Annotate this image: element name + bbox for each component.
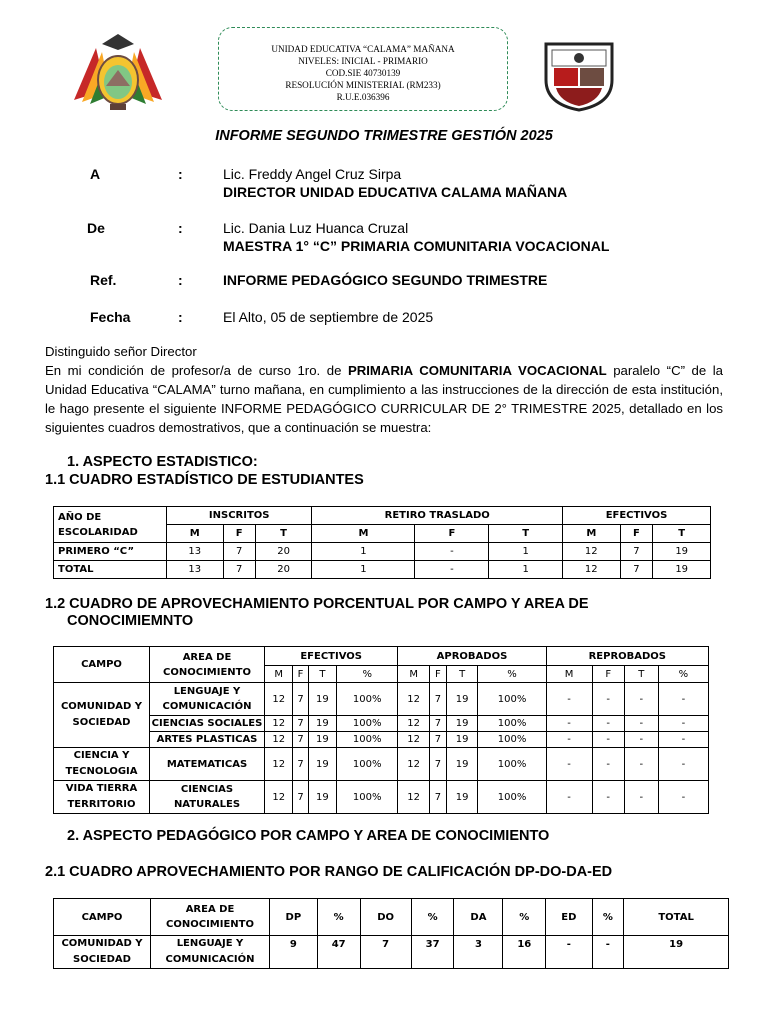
area-name: MATEMATICAS xyxy=(150,748,265,781)
intro-text-rest: paralelo “C” de la Unidad Educativa “CALAMA” turno mañana, en cumplimiento a las instrucciones de la dirección de esta institución, le hago presente el siguiente INFORME PEDAGÓGICO CURRICULAR DE 2° TRIMESTRE 2025, detallado en los siguientes cuadros demostrativos, que a continuación se muestra: xyxy=(45,363,723,435)
field-name: COMUNIDAD Y SOCIEDAD xyxy=(54,683,150,748)
th-school-year: AÑO DE ESCOLARIDAD xyxy=(54,507,167,543)
th-total: TOTAL xyxy=(624,899,729,936)
th-sub: F xyxy=(429,666,446,683)
cell: - xyxy=(624,683,658,716)
th-sub: T xyxy=(446,666,478,683)
cell: 100% xyxy=(478,683,546,716)
cell: 12 xyxy=(398,748,430,781)
th-da: DA xyxy=(454,899,503,936)
th-sub: % xyxy=(658,666,708,683)
cell: 19 xyxy=(308,781,336,814)
area-name: CIENCIAS SOCIALES xyxy=(150,716,265,732)
cell: 19 xyxy=(624,936,729,969)
intro-text: En mi condición de profesor/a de curso 1ro. de xyxy=(45,363,348,378)
cell: 100% xyxy=(337,683,398,716)
th-ed: ED xyxy=(546,899,592,936)
area-name: LENGUAJE Y COMUNICACIÓN xyxy=(151,936,270,969)
section-1-2-heading: 1.2 CUADRO DE APROVECHAMIENTO PORCENTUAL POR CAMPO Y AREA DE xyxy=(45,596,589,612)
field-name: CIENCIA Y TECNOLOGIA xyxy=(54,748,150,781)
table-row xyxy=(54,936,729,969)
table-row xyxy=(54,748,709,781)
cell: 7 xyxy=(429,732,446,748)
cell: - xyxy=(592,748,624,781)
cell: 19 xyxy=(653,561,711,579)
cell: 1 xyxy=(489,543,563,561)
section-1-2-heading-cont: CONOCIMIEMNTO xyxy=(67,613,194,629)
cell: 19 xyxy=(446,716,478,732)
th-sub: T xyxy=(653,525,711,543)
table-row xyxy=(54,716,709,732)
area-name: LENGUAJE Y COMUNICACIÓN xyxy=(150,683,265,716)
th-effective: EFECTIVOS xyxy=(265,647,398,666)
cell: 7 xyxy=(620,561,653,579)
cell: 7 xyxy=(293,781,308,814)
th-sub: F xyxy=(415,525,489,543)
cell: - xyxy=(658,748,708,781)
area-name: CIENCIAS NATURALES xyxy=(150,781,265,814)
memo-from-label: De xyxy=(87,220,105,236)
cell: - xyxy=(624,716,658,732)
th-approved: APROBADOS xyxy=(398,647,546,666)
cell: - xyxy=(592,732,624,748)
cell: - xyxy=(624,732,658,748)
cell: 100% xyxy=(337,781,398,814)
memo-date-value: El Alto, 05 de septiembre de 2025 xyxy=(223,309,434,325)
intro-bold: PRIMARIA COMUNITARIA VOCACIONAL xyxy=(347,363,607,378)
header-line: R.U.E.036396 xyxy=(336,92,390,102)
memo-colon: : xyxy=(178,272,183,288)
cell: 19 xyxy=(308,732,336,748)
cell: 100% xyxy=(478,716,546,732)
th-sub: F xyxy=(592,666,624,683)
th-withdrawn: RETIRO TRASLADO xyxy=(312,507,563,525)
cell: 7 xyxy=(429,683,446,716)
table-row xyxy=(54,683,709,716)
students-stats-table xyxy=(53,506,711,579)
table-row xyxy=(54,732,709,748)
cell: 19 xyxy=(446,683,478,716)
field-name: COMUNIDAD Y SOCIEDAD xyxy=(54,936,151,969)
cell: 7 xyxy=(429,781,446,814)
school-crest-icon xyxy=(540,36,618,112)
cell: 7 xyxy=(223,561,255,579)
cell: 12 xyxy=(265,683,293,716)
header-line: RESOLUCIÓN MINISTERIAL (RM233) xyxy=(285,80,441,90)
cell: 20 xyxy=(255,543,312,561)
cell: 100% xyxy=(478,781,546,814)
memo-colon: : xyxy=(178,220,183,236)
cell: - xyxy=(658,716,708,732)
th-sub: M xyxy=(312,525,415,543)
cell: 19 xyxy=(308,748,336,781)
cell: 19 xyxy=(308,683,336,716)
cell: 7 xyxy=(293,732,308,748)
th-failed: REPROBADOS xyxy=(546,647,708,666)
memo-colon: : xyxy=(178,309,183,325)
cell: - xyxy=(592,716,624,732)
memo-date-label: Fecha xyxy=(90,309,131,325)
cell: 12 xyxy=(265,748,293,781)
cell: 19 xyxy=(446,732,478,748)
th-sub: M xyxy=(265,666,293,683)
th-dp: DP xyxy=(270,899,318,936)
memo-from-value xyxy=(223,219,609,255)
th-field: CAMPO xyxy=(54,647,150,683)
row-label: PRIMERO “C” xyxy=(54,543,167,561)
cell: 7 xyxy=(620,543,653,561)
cell: 13 xyxy=(167,543,224,561)
th-area: AREA DE CONOCIMIENTO xyxy=(151,899,270,936)
intro-paragraph xyxy=(45,361,723,437)
memo-to-value xyxy=(223,165,567,201)
th-sub: M xyxy=(398,666,430,683)
cell: 19 xyxy=(446,781,478,814)
cell: - xyxy=(546,732,592,748)
memo-ref-value: INFORME PEDAGÓGICO SEGUNDO TRIMESTRE xyxy=(223,272,548,288)
cell: 7 xyxy=(293,748,308,781)
cell: - xyxy=(658,683,708,716)
achievement-percent-table xyxy=(53,646,709,814)
cell: - xyxy=(546,716,592,732)
row-label: TOTAL xyxy=(54,561,167,579)
cell: 12 xyxy=(398,683,430,716)
table-row xyxy=(54,781,709,814)
cell: 12 xyxy=(265,716,293,732)
th-sub: T xyxy=(489,525,563,543)
cell: 7 xyxy=(429,748,446,781)
cell: 12 xyxy=(563,561,621,579)
th-field: CAMPO xyxy=(54,899,151,936)
memo-from-name: Lic. Dania Luz Huanca Cruzal xyxy=(223,220,409,236)
cell: 16 xyxy=(503,936,546,969)
cell: - xyxy=(546,748,592,781)
cell: - xyxy=(415,543,489,561)
cell: 12 xyxy=(265,781,293,814)
cell: - xyxy=(624,781,658,814)
section-1-heading: 1. ASPECTO ESTADISTICO: xyxy=(67,454,258,470)
cell: 12 xyxy=(398,732,430,748)
bolivia-coat-of-arms-icon xyxy=(66,30,170,114)
cell: 12 xyxy=(563,543,621,561)
cell: 100% xyxy=(337,748,398,781)
memo-to-label: A xyxy=(90,166,101,182)
th-pct: % xyxy=(503,899,546,936)
th-pct: % xyxy=(411,899,454,936)
cell: 12 xyxy=(398,716,430,732)
th-enrolled: INSCRITOS xyxy=(167,507,312,525)
section-2-1-heading: 2.1 CUADRO APROVECHAMIENTO POR RANGO DE CALIFICACIÓN DP-DO-DA-ED xyxy=(45,864,613,880)
school-header-box xyxy=(218,27,508,111)
cell: 7 xyxy=(360,936,411,969)
th-do: DO xyxy=(360,899,411,936)
th-sub: T xyxy=(308,666,336,683)
cell: - xyxy=(592,781,624,814)
cell: 19 xyxy=(653,543,711,561)
cell: 7 xyxy=(293,716,308,732)
memo-ref-label: Ref. xyxy=(90,272,117,288)
cell: 1 xyxy=(312,561,415,579)
th-sub: F xyxy=(620,525,653,543)
cell: - xyxy=(546,936,592,969)
cell: 7 xyxy=(429,716,446,732)
cell: 20 xyxy=(255,561,312,579)
th-sub: T xyxy=(255,525,312,543)
th-sub: % xyxy=(337,666,398,683)
grade-range-table xyxy=(53,898,729,969)
memo-to-role: DIRECTOR UNIDAD EDUCATIVA CALAMA MAÑANA xyxy=(223,184,568,200)
th-sub: M xyxy=(563,525,621,543)
cell: 7 xyxy=(293,683,308,716)
header-line: COD.SIE 40730139 xyxy=(325,68,401,78)
th-pct: % xyxy=(317,899,360,936)
memo-colon: : xyxy=(178,166,183,182)
memo-to-name: Lic. Freddy Angel Cruz Sirpa xyxy=(223,166,402,182)
cell: 100% xyxy=(478,732,546,748)
th-area: AREA DE CONOCIMIENTO xyxy=(150,647,265,683)
section-1-1-heading: 1.1 CUADRO ESTADÍSTICO DE ESTUDIANTES xyxy=(45,472,364,488)
cell: 1 xyxy=(489,561,563,579)
cell: - xyxy=(546,781,592,814)
cell: - xyxy=(546,683,592,716)
cell: 47 xyxy=(317,936,360,969)
th-sub: F xyxy=(293,666,308,683)
table-row xyxy=(54,561,711,579)
cell: 9 xyxy=(270,936,318,969)
cell: 3 xyxy=(454,936,503,969)
cell: 1 xyxy=(312,543,415,561)
area-name: ARTES PLASTICAS xyxy=(150,732,265,748)
th-sub: M xyxy=(546,666,592,683)
th-pct: % xyxy=(592,899,624,936)
cell: - xyxy=(415,561,489,579)
cell: 12 xyxy=(398,781,430,814)
cell: 13 xyxy=(167,561,224,579)
th-sub: T xyxy=(624,666,658,683)
memo-from-role: MAESTRA 1° “C” PRIMARIA COMUNITARIA VOCACIONAL xyxy=(223,238,610,254)
table-row xyxy=(54,543,711,561)
cell: 19 xyxy=(308,716,336,732)
cell: - xyxy=(624,748,658,781)
cell: - xyxy=(592,683,624,716)
header-line: NIVELES: INICIAL - PRIMARIO xyxy=(298,56,428,66)
greeting: Distinguido señor Director xyxy=(45,344,197,359)
header-line: UNIDAD EDUCATIVA “CALAMA” MAÑANA xyxy=(271,44,455,54)
report-title: INFORME SEGUNDO TRIMESTRE GESTIÓN 2025 xyxy=(215,128,553,144)
th-sub: F xyxy=(223,525,255,543)
cell: - xyxy=(658,732,708,748)
cell: - xyxy=(592,936,624,969)
cell: 100% xyxy=(478,748,546,781)
cell: 100% xyxy=(337,732,398,748)
cell: 100% xyxy=(337,716,398,732)
cell: 12 xyxy=(265,732,293,748)
field-name: VIDA TIERRA TERRITORIO xyxy=(54,781,150,814)
section-2-heading: 2. ASPECTO PEDAGÓGICO POR CAMPO Y AREA DE CONOCIMIENTO xyxy=(67,828,550,844)
cell: 7 xyxy=(223,543,255,561)
th-sub: % xyxy=(478,666,546,683)
th-effective: EFECTIVOS xyxy=(563,507,711,525)
th-sub: M xyxy=(167,525,224,543)
cell: 37 xyxy=(411,936,454,969)
cell: - xyxy=(658,781,708,814)
cell: 19 xyxy=(446,748,478,781)
